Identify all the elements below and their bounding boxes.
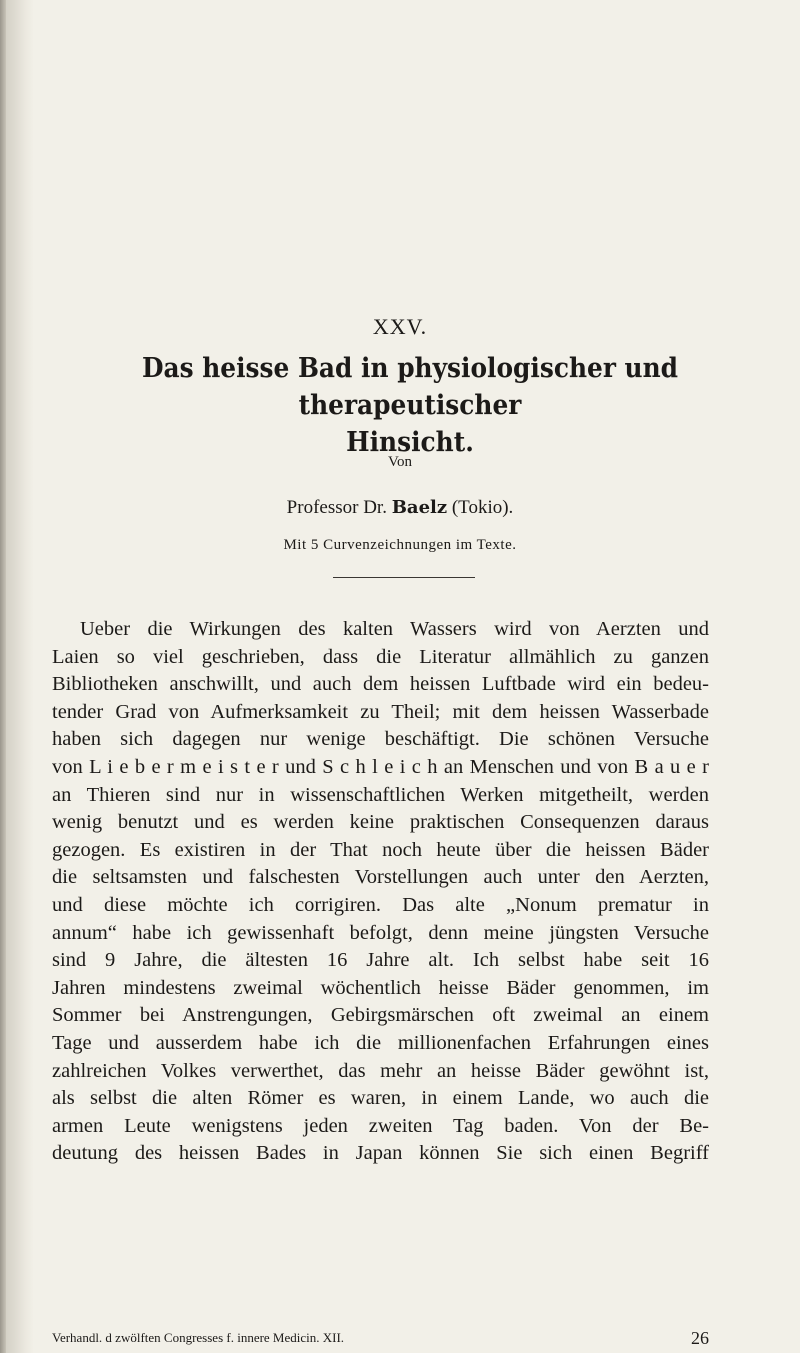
author-prefix: Professor Dr. [286,497,387,518]
page-edge [0,0,6,1353]
title-line-1: Das heisse Bad in physiologischer und therapeutischer [141,353,679,421]
author-name: Baelz [391,497,448,518]
body-paragraph [52,616,709,1168]
text-line: zahlreichen Volkes verwerthet, das mehr an heisse Bäder gewöhnt ist, [52,1059,709,1082]
text-line: sind 9 Jahre, die ältesten 16 Jahre alt. Ich selbst habe seit 16 [52,949,709,972]
text-line: und diese möchte ich corrigiren. Das alte „Nonum prematur in [52,893,709,916]
text-line: wenig benutzt und es werden keine praktischen Consequenzen daraus [52,811,709,834]
text-line: Bibliotheken anschwillt, und auch dem heissen Luftbade wird ein bedeu- [52,673,709,696]
article-title [88,350,732,461]
text-line: armen Leute wenigstens jeden zweiten Tag baden. Von der Be- [52,1114,709,1137]
footer-citation: Verhandl. d zwölften Congresses f. innere Medicin. XII. [52,1330,345,1345]
text-line: Laien so viel geschrieben, dass die Literatur allmählich zu ganzen [52,645,709,668]
text-line: Sommer bei Anstrengungen, Gebirgsmärschen oft zweimal an einem [52,1004,709,1027]
text-line: haben sich dagegen nur wenige beschäftigt. Die schönen Versuche [52,728,709,751]
page-footer [52,1330,709,1346]
text-line: tender Grad von Aufmerksamkeit zu Theil; mit dem heissen Wasserbade [52,700,709,723]
text-line: Tage und ausserdem habe ich die millionenfachen Erfahrungen eines [52,1031,709,1054]
author-suffix: (Tokio). [451,497,514,518]
byline-von: Von [388,454,412,470]
text-line: Ueber die Wirkungen des kalten Wassers wird von Aerzten und [80,618,709,640]
page-number: 26 [691,1328,709,1348]
text-line: an Thieren sind nur in wissenschaftlichen Werken mitgetheilt, werden [52,783,709,806]
text-line: als selbst die alten Römer es waren, in einem Lande, wo auch die [52,1087,709,1110]
text-line: die seltsamsten und falschesten Vorstellungen auch unter den Aerzten, [52,866,709,889]
text-line: Jahren mindestens zweimal wöchentlich heisse Bäder genommen, im [52,976,709,999]
chapter-number: XXV. [372,314,428,339]
text-line: deutung des heissen Bades in Japan können Sie sich einen Begriff [52,1142,709,1165]
text-line: annum“ habe ich gewissenhaft befolgt, denn meine jüngsten Versuche [52,921,709,944]
divider-rule [333,577,475,578]
text-line: von L i e b e r m e i s t e r und S c h l e i c h an Menschen und von B a u e r [52,755,709,778]
text-line: gezogen. Es existiren in der That noch heute über die heissen Bäder [52,838,709,861]
author-line [0,497,800,519]
figures-note: Mit 5 Curvenzeichnungen im Texte. [283,537,517,553]
title-line-2: Hinsicht. [346,427,474,458]
